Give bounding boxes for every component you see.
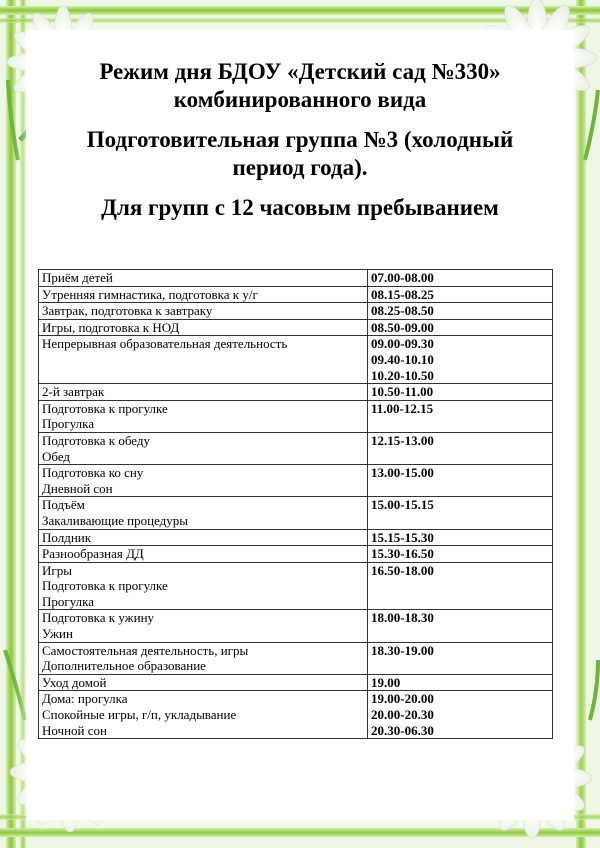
activity-text: Ужин [42, 626, 73, 642]
time-text: 08.50-09.00 [371, 319, 434, 335]
activity-cell [39, 400, 368, 432]
activity-cell [39, 562, 368, 610]
title-line-5: Для групп с 12 часовым пребыванием [101, 195, 499, 220]
activity-text: 2-й завтрак [42, 384, 105, 400]
schedule-row [39, 336, 553, 384]
activity-cell [39, 642, 368, 674]
time-text: 18.30-19.00 [371, 642, 434, 658]
time-cell [368, 642, 553, 674]
activity-cell [39, 529, 368, 546]
activity-text: Непрерывная образовательная деятельность [42, 336, 288, 352]
title-line-4: период года). [232, 155, 368, 180]
schedule-row [39, 610, 553, 642]
time-text: 10.20-10.50 [371, 367, 434, 383]
activity-cell [39, 465, 368, 497]
time-text: 16.50-18.00 [371, 562, 434, 578]
activity-text: Спокойные игры, г/п, укладывание [42, 707, 237, 723]
time-text: 15.30-16.50 [371, 546, 434, 562]
schedule-row [39, 400, 553, 432]
activity-text: Дневной сон [42, 480, 113, 496]
schedule-row [39, 303, 553, 320]
schedule-row [39, 384, 553, 401]
activity-cell [39, 691, 368, 739]
time-cell [368, 319, 553, 336]
schedule-row [39, 497, 553, 529]
activity-cell [39, 303, 368, 320]
time-text: 19.00-20.00 [371, 691, 434, 707]
schedule-row [39, 674, 553, 691]
activity-text: Уход домой [42, 674, 107, 690]
time-text: 20.30-06.30 [371, 722, 434, 738]
schedule-row [39, 546, 553, 563]
schedule-row [39, 691, 553, 739]
time-text: 13.00-15.00 [371, 465, 434, 481]
activity-cell [39, 674, 368, 691]
time-cell [368, 465, 553, 497]
activity-cell [39, 610, 368, 642]
time-text: 15.00-15.15 [371, 497, 434, 513]
activity-cell [39, 432, 368, 464]
activity-text: Ночной сон [42, 722, 107, 738]
activity-text: Разнообразная ДД [42, 546, 144, 562]
group-title [0, 126, 600, 182]
activity-text: Подготовка к ужину [42, 610, 155, 626]
activity-text: Обед [42, 448, 71, 464]
title-line-2: комбинированного вида [173, 87, 427, 112]
activity-text: Утренняя гимнастика, подготовка к у/г [42, 286, 258, 302]
time-text: 19.00 [371, 674, 401, 690]
schedule-row [39, 642, 553, 674]
time-cell [368, 384, 553, 401]
schedule-row [39, 465, 553, 497]
activity-text: Игры, подготовка к НОД [42, 319, 180, 335]
schedule-row [39, 529, 553, 546]
time-text: 18.00-18.30 [371, 610, 434, 626]
activity-text: Подъём [42, 497, 85, 513]
title-line-1: Режим дня БДОУ «Детский сад №330» [99, 59, 501, 84]
page-title [0, 58, 600, 114]
activity-cell [39, 286, 368, 303]
schedule-row [39, 562, 553, 610]
activity-text: Прогулка [42, 416, 95, 432]
schedule-row [39, 270, 553, 287]
schedule-row [39, 432, 553, 464]
time-text: 20.00-20.30 [371, 707, 434, 723]
schedule-table [38, 269, 553, 739]
activity-text: Подготовка к обеду [42, 432, 150, 448]
activity-cell [39, 546, 368, 563]
time-cell [368, 610, 553, 642]
subtitle [0, 194, 600, 222]
time-cell [368, 562, 553, 610]
time-text: 08.15-08.25 [371, 286, 434, 302]
activity-text: Завтрак, подготовка к завтраку [42, 303, 213, 319]
time-cell [368, 400, 553, 432]
activity-text: Подготовка к прогулке [42, 400, 168, 416]
time-text: 11.00-12.15 [371, 400, 434, 416]
time-cell [368, 497, 553, 529]
time-text: 15.15-15.30 [371, 529, 434, 545]
time-cell [368, 691, 553, 739]
time-text: 08.25-08.50 [371, 303, 434, 319]
activity-text: Прогулка [42, 593, 95, 609]
time-cell [368, 336, 553, 384]
activity-text: Закаливающие процедуры [42, 512, 189, 528]
time-cell [368, 674, 553, 691]
activity-text: Приём детей [42, 270, 113, 285]
activity-cell [39, 270, 368, 287]
activity-cell [39, 384, 368, 401]
time-cell [368, 432, 553, 464]
activity-text: Подготовка к прогулке [42, 578, 168, 594]
time-cell [368, 546, 553, 563]
activity-text: Дома: прогулка [42, 691, 128, 707]
activity-cell [39, 336, 368, 384]
schedule-row [39, 319, 553, 336]
schedule-row [39, 286, 553, 303]
activity-cell [39, 497, 368, 529]
time-text: 12.15-13.00 [371, 432, 434, 448]
activity-text: Полдник [42, 529, 92, 545]
time-cell [368, 286, 553, 303]
activity-text: Подготовка ко сну [42, 465, 144, 481]
time-cell [368, 529, 553, 546]
activity-text: Дополнительное образование [42, 658, 206, 674]
time-cell [368, 270, 553, 287]
time-text: 07.00-08.00 [371, 270, 434, 285]
time-text: 10.50-11.00 [371, 384, 434, 400]
title-line-3: Подготовительная группа №3 (холодный [86, 127, 514, 152]
time-cell [368, 303, 553, 320]
activity-text: Самостоятельная деятельность, игры [42, 642, 249, 658]
activity-text: Игры [42, 562, 72, 578]
activity-cell [39, 319, 368, 336]
time-text: 09.40-10.10 [371, 351, 434, 367]
time-text: 09.00-09.30 [371, 336, 434, 352]
